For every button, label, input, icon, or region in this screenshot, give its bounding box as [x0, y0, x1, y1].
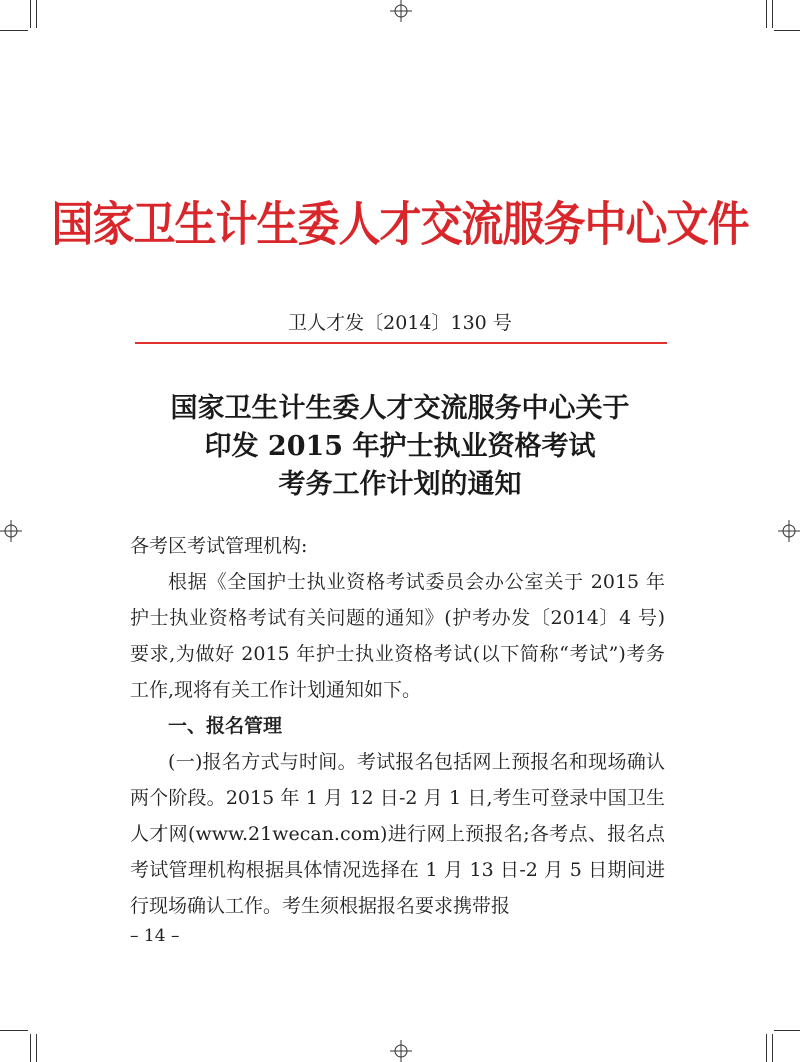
- registration-mark-bottom-icon: [390, 1040, 412, 1062]
- crop-mark-bottom-left-h: [0, 1030, 28, 1031]
- document-number: 卫人才发〔2014〕130 号: [288, 312, 512, 334]
- crop-mark-bottom-right-v: [766, 1034, 767, 1062]
- page-number: – 14 –: [130, 926, 180, 946]
- paragraph-intro: 根据《全国护士执业资格考试委员会办公室关于 2015 年护士执业资格考试有关问题的通知》(护考办发〔2014〕4 号)要求,为做好 2015 年护士执业资格考试(以下简称“考试”)考务工作,现将有关工作计划通知如下。: [130, 571, 665, 701]
- addressee: 各考区考试管理机构:: [130, 535, 308, 557]
- registration-mark-left-icon: [0, 520, 22, 542]
- crop-mark-top-right-v2: [772, 0, 773, 28]
- crop-mark-top-left-h: [0, 30, 28, 31]
- letterhead-title: 国家卫生计生委人才交流服务中心文件: [51, 196, 749, 252]
- document-body: [130, 528, 665, 924]
- crop-mark-bottom-right-h: [774, 1030, 800, 1031]
- section-heading-registration: 一、报名管理: [168, 715, 283, 737]
- notice-title-line-2: 印发 2015 年护士执业资格考试: [204, 431, 596, 462]
- red-divider: [135, 342, 667, 344]
- registration-mark-right-icon: [778, 520, 800, 542]
- registration-mark-top-icon: [390, 0, 412, 22]
- notice-title-line-3: 考务工作计划的通知: [278, 469, 522, 500]
- notice-title-line-1: 国家卫生计生委人才交流服务中心关于: [170, 393, 630, 424]
- paragraph-registration-method: (一)报名方式与时间。考试报名包括网上预报名和现场确认两个阶段。2015 年 1 月 12 日-2 月 1 日,考生可登录中国卫生人才网(www.21wecan.com)进行网上预报名;各考点、报名点考试管理机构根据具体情况选择在 1 月 13 日-2 月 5 日期间进行现场确认工作。考生须根据报名要求携带报: [130, 751, 665, 917]
- crop-mark-top-right-h: [774, 30, 800, 31]
- crop-mark-bottom-right-v2: [772, 1034, 773, 1062]
- crop-mark-bottom-left-v2: [36, 1034, 37, 1062]
- crop-mark-top-left-v: [30, 0, 31, 28]
- crop-mark-top-left-v2: [36, 0, 37, 28]
- crop-mark-bottom-left-v: [30, 1034, 31, 1062]
- crop-mark-top-right-v: [766, 0, 767, 28]
